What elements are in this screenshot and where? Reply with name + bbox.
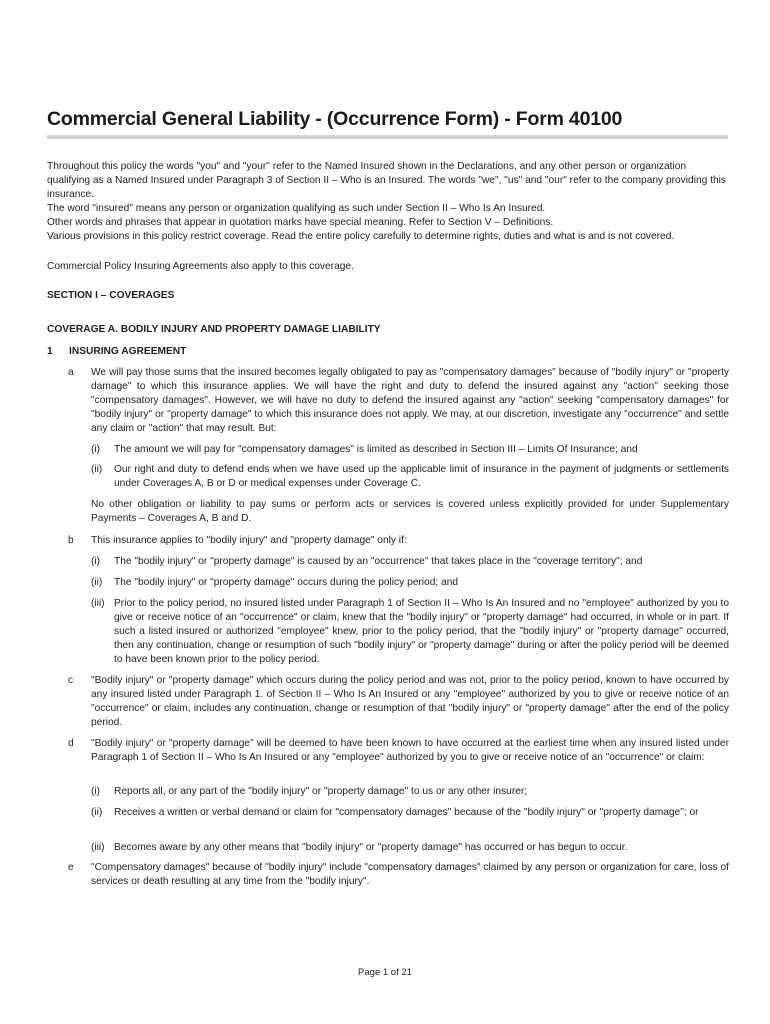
intro-line: Throughout this policy the words "you" and "your" refer to the Named Insured shown in the Declarations, and any other person or organization qualifying as a Named Insured under Paragraph 3 of Section II – Who is an Insured. The words "we", "us" and "our" refer to the company providing this insurance. bbox=[47, 161, 726, 200]
intro-line: Various provisions in this policy restrict coverage. Read the entire policy carefully to determine rights, duties and what is and is not covered. bbox=[47, 231, 675, 242]
item-marker: b bbox=[68, 535, 74, 546]
item-text: We will pay those sums that the insured becomes legally obligated to pay as "compensatory damages" because of "bodily injury" or "property damage" to which this insurance applies. We will have the right and duty to defend the insured against any "action" seeking those "compensatory damages". However, we will have no duty to defend the insured against any "action" seeking "compensatory damages" for "bodily injury" or "property damage" to which this insurance does not apply. We may, at our discretion, investigate any "occurrence" and settle any claim or "action" that may result. But: bbox=[91, 367, 729, 434]
subitem-text: Reports all, or any part of the "bodily injury" or "property damage" to us or any other insurer; bbox=[114, 786, 528, 797]
item-marker: a bbox=[68, 367, 74, 378]
item-a-after: No other obligation or liability to pay sums or perform acts or services is covered unless explicitly provided for under Supplementary Payments – Coverages A, B and D. bbox=[91, 499, 729, 524]
item-marker: d bbox=[68, 738, 74, 749]
item-text: This insurance applies to "bodily injury" and "property damage" only if: bbox=[91, 535, 407, 546]
item-text: "Compensatory damages" because of "bodily injury" include "compensatory damages" claimed by any person or organization for care, loss of services or death resulting at any time from the "bodily injury". bbox=[91, 862, 729, 887]
item-text: "Bodily injury" or "property damage" will be deemed to have been known to have occurred at the earliest time when any insured listed under Paragraph 1 of Section II – Who Is An Insured or any "employee" authorized by you to give or receive notice of an "occurrence" or claim: bbox=[91, 738, 729, 763]
subitem-text: The amount we will pay for "compensatory damages" is limited as described in Section III – Limits Of Insurance; and bbox=[114, 444, 638, 455]
item-marker: e bbox=[68, 862, 74, 873]
subitem-marker: (ii) bbox=[91, 464, 103, 475]
subitem-text: Becomes aware by any other means that "bodily injury" or "property damage" has occurred or has begun to occur. bbox=[114, 842, 628, 853]
subitem-text: Receives a written or verbal demand or claim for "compensatory damages" because of the "bodily injury" or "property damage"; or bbox=[114, 807, 699, 818]
subitem-marker: (iii) bbox=[91, 598, 105, 609]
subitem-marker: (iii) bbox=[91, 842, 105, 853]
intro-paragraph bbox=[47, 160, 729, 244]
item-marker: c bbox=[68, 675, 74, 686]
subitem-text: Our right and duty to defend ends when we have used up the applicable limit of insurance in the payment of judgments or settlements under Coverages A, B or D or medical expenses under Coverage C. bbox=[114, 464, 729, 489]
subitem-text: Prior to the policy period, no insured listed under Paragraph 1 of Section II – Who Is An Insured and no "employee" authorized by you to give or receive notice of an "occurrence" or claim, knew that the "bodily injury" or "property damage" had occurred, in whole or in part. If such a listed insured or authorized "employee" knew, prior to the policy period, that the "bodily injury" or "property damage" occurred, then any continuation, change or resumption of such "bodily injury" or "property damage" during or after the policy period will be deemed to have been known prior to the policy period. bbox=[114, 598, 729, 665]
intro-line: The word "insured" means any person or organization qualifying as such under Section II – Who Is An Insured. bbox=[47, 203, 546, 214]
insuring-label: INSURING AGREEMENT bbox=[69, 346, 187, 357]
document-title: Commercial General Liability - (Occurrence Form) - Form 40100 bbox=[47, 108, 623, 130]
subitem-marker: (i) bbox=[91, 556, 101, 567]
intro-line: Other words and phrases that appear in quotation marks have special meaning. Refer to Section V – Definitions. bbox=[47, 217, 554, 228]
insuring-number: 1 bbox=[47, 346, 53, 357]
subitem-marker: (ii) bbox=[91, 577, 103, 588]
section-heading: SECTION I – COVERAGES bbox=[47, 290, 175, 301]
subitem-marker: (ii) bbox=[91, 807, 103, 818]
page-number: Page 1 of 21 bbox=[358, 967, 412, 978]
coverage-heading: COVERAGE A. BODILY INJURY AND PROPERTY DAMAGE LIABILITY bbox=[47, 324, 381, 335]
title-rule bbox=[47, 135, 728, 139]
subitem-marker: (i) bbox=[91, 786, 101, 797]
subitem-marker: (i) bbox=[91, 444, 101, 455]
agreements-note: Commercial Policy Insuring Agreements also apply to this coverage. bbox=[47, 261, 354, 272]
subitem-text: The "bodily injury" or "property damage" is caused by an "occurrence" that takes place in the "coverage territory"; and bbox=[114, 556, 643, 567]
item-text: "Bodily injury" or "property damage" which occurs during the policy period and was not, prior to the policy period, known to have occurred by any insured listed under Paragraph 1. of Section II – Who Is An Insured or any "employee" authorized by you to give or receive notice of an "occurrence" or claim, includes any continuation, change or resumption of that "bodily injury" or "property damage" after the end of the policy period. bbox=[91, 675, 729, 728]
subitem-text: The "bodily injury" or "property damage" occurs during the policy period; and bbox=[114, 577, 459, 588]
